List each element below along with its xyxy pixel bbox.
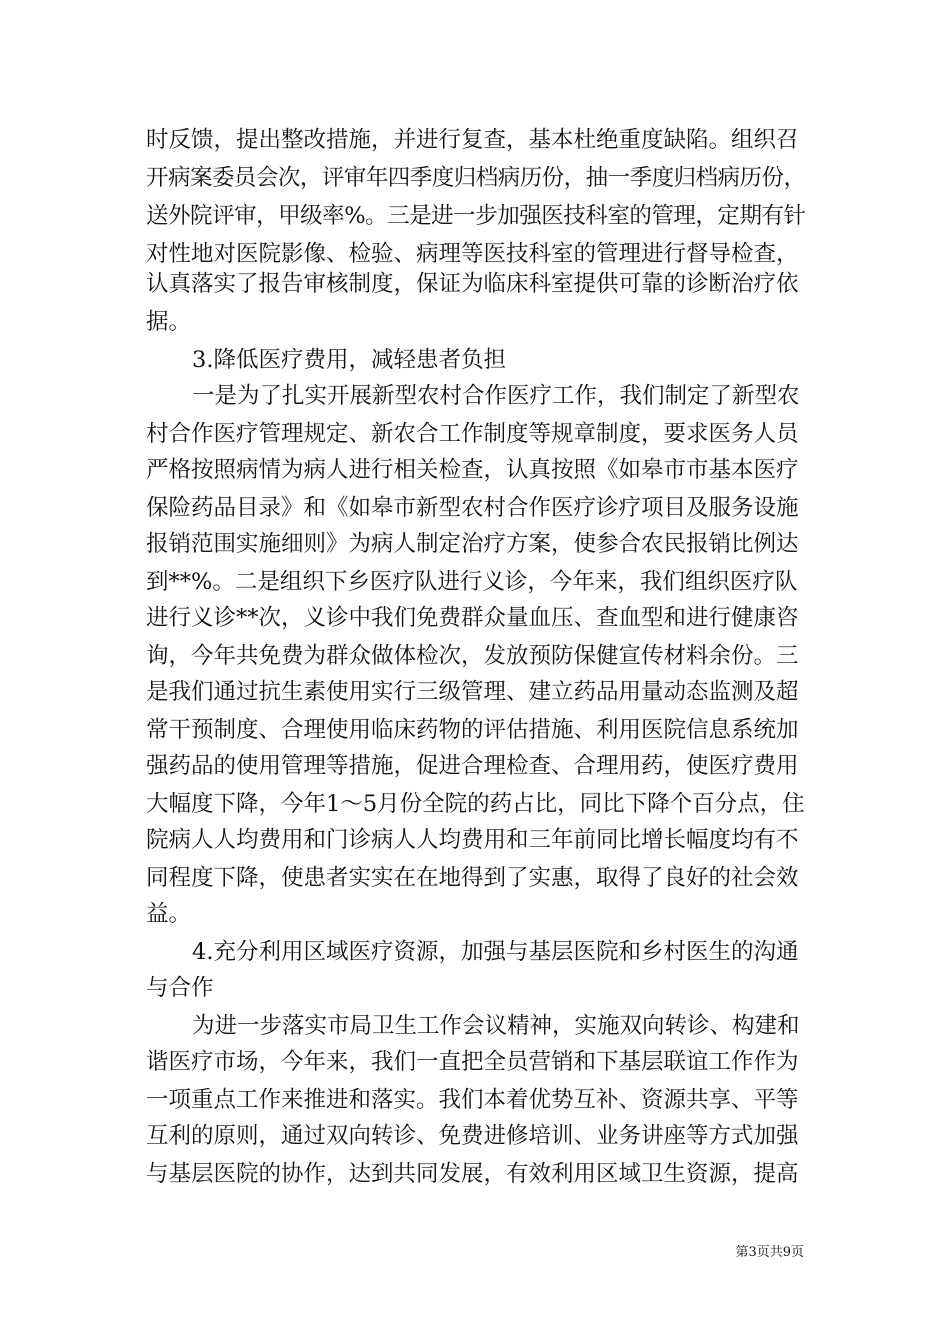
text-line [0, 822, 950, 858]
text-line [0, 378, 950, 414]
text-line [0, 1044, 950, 1080]
line-text: 与基层医院的协作，达到共同发展，有效利用区域卫生资源，提高 [146, 1161, 799, 1187]
line-text: 询，今年共免费为群众做体检次，发放预防保健宣传材料余份。三 [146, 643, 799, 669]
line-text: 互利的原则，通过双向转诊、免费进修培训、业务讲座等方式加强 [146, 1123, 799, 1149]
text-line [0, 1082, 950, 1118]
text-line [0, 638, 950, 674]
line-text: 谐医疗市场，今年来，我们一直把全员营销和下基层联谊工作作为 [146, 1049, 799, 1075]
heading-text: 3.降低医疗费用，减轻患者负担 [192, 347, 506, 373]
line-text: 同程度下降，使患者实实在在地得到了实惠，取得了良好的社会效 [146, 865, 799, 891]
text-line [0, 1156, 950, 1192]
line-text: 到**%。二是组织下乡医疗队进行义诊，今年来，我们组织医疗队 [146, 569, 798, 595]
text-line [0, 160, 950, 196]
text-line [0, 564, 950, 600]
line-text: 常干预制度、合理使用临床药物的评估措施、利用医院信息系统加 [146, 717, 799, 743]
text-line [0, 674, 950, 710]
line-text: 一项重点工作来推进和落实。我们本着优势互补、资源共享、平等 [146, 1087, 799, 1113]
text-line [0, 198, 950, 234]
line-text: 为进一步落实市局卫生工作会议精神，实施双向转诊、构建和 [192, 1013, 800, 1039]
text-line [0, 748, 950, 784]
line-text: 村合作医疗管理规定、新农合工作制度等规章制度，要求医务人员 [146, 421, 799, 447]
heading-text: 4.充分利用区域医疗资源，加强与基层医院和乡村医生的沟通 [192, 939, 799, 965]
line-text: 进行义诊**次，义诊中我们免费群众量血压、查血型和进行健康咨 [146, 605, 799, 631]
line-text: 开病案委员会次，评审年四季度归档病历份，抽一季度归档病历份， [146, 165, 806, 191]
text-line [0, 712, 950, 748]
text-line [0, 526, 950, 562]
line-text: 强药品的使用管理等措施，促进合理检查、合理用药，使医疗费用 [146, 753, 799, 779]
line-text: 时反馈，提出整改措施，并进行复查，基本杜绝重度缺陷。组织召 [146, 127, 799, 153]
section-heading [0, 970, 950, 1006]
page-number: 第3页共9页 [735, 1245, 804, 1260]
text-line [0, 1118, 950, 1154]
text-line [0, 452, 950, 488]
text-line [0, 896, 950, 932]
heading-text: 与合作 [146, 975, 214, 1001]
text-line [0, 1008, 950, 1044]
line-text: 一是为了扎实开展新型农村合作医疗工作，我们制定了新型农 [192, 383, 800, 409]
text-line [0, 490, 950, 526]
text-line [0, 786, 950, 822]
text-line [0, 266, 950, 302]
line-text: 据。 [146, 309, 192, 335]
line-text: 认真落实了报告审核制度，保证为临床科室提供可靠的诊断治疗依 [146, 271, 799, 297]
line-text: 保险药品目录》和《如皋市新型农村合作医疗诊疗项目及服务设施 [146, 495, 799, 521]
text-line [0, 304, 950, 340]
text-line [0, 416, 950, 452]
line-text: 益。 [146, 901, 192, 927]
line-text: 送外院评审，甲级率%。三是进一步加强医技科室的管理，定期有针 [146, 203, 806, 229]
line-text: 严格按照病情为病人进行相关检查，认真按照《如皋市市基本医疗 [146, 457, 799, 483]
line-text: 大幅度下降，今年1～5月份全院的药占比，同比下降个百分点，住 [146, 791, 805, 817]
line-text: 对性地对医院影像、检验、病理等医技科室的管理进行督导检查， [146, 241, 799, 267]
line-text: 院病人人均费用和门诊病人人均费用和三年前同比增长幅度均有不 [146, 827, 799, 853]
text-line [0, 600, 950, 636]
line-text: 是我们通过抗生素使用实行三级管理、建立药品用量动态监测及超 [146, 679, 799, 705]
text-line [0, 860, 950, 896]
text-line [0, 122, 950, 158]
section-heading [0, 934, 950, 970]
line-text: 报销范围实施细则》为病人制定治疗方案，使参合农民报销比例达 [146, 531, 799, 557]
section-heading [0, 342, 950, 378]
